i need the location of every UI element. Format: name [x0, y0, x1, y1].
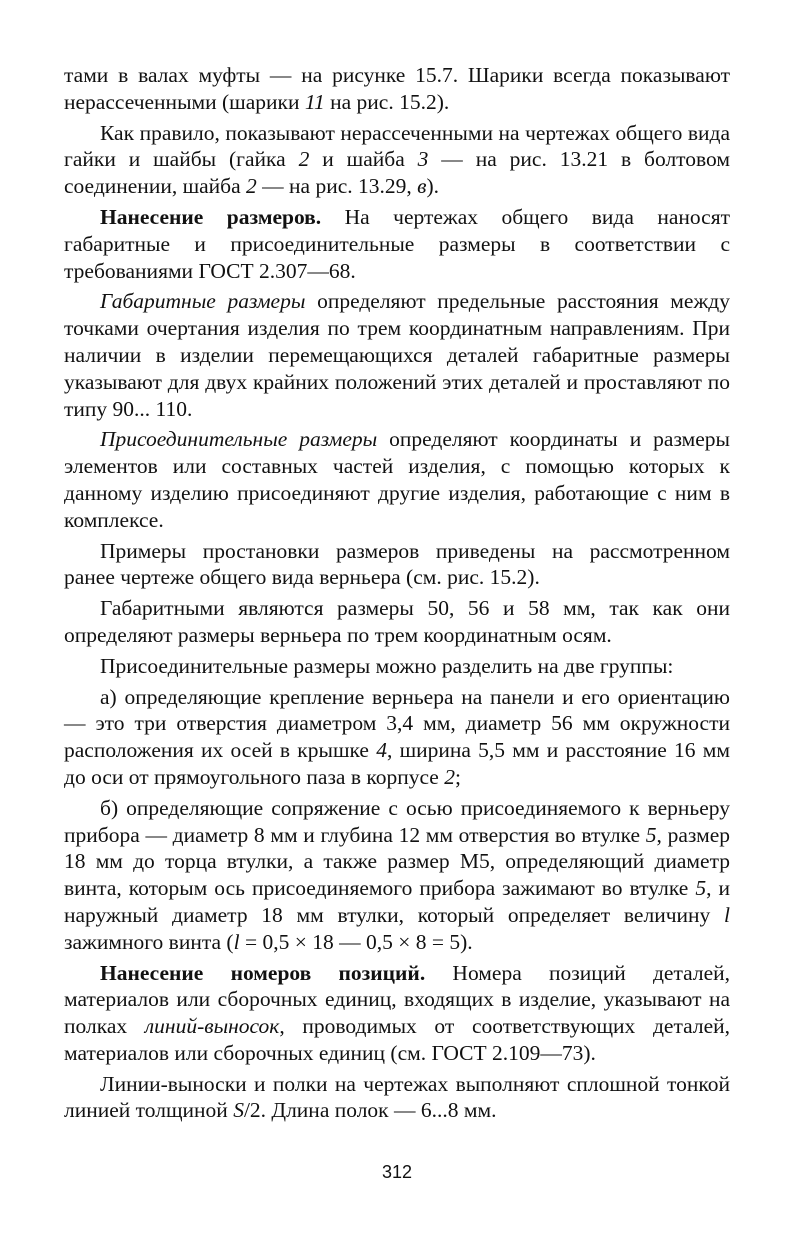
text-run: , размер 18 мм до торца втулки, а также размер М5, определяющий диаметр винта, которым ось присоединяемого прибора зажимают во втулке	[64, 822, 730, 901]
text-run: б) определяющие сопряжение с осью присоединяемого к верньеру прибора — диаметр 8 мм и глубина 12 мм отверстия во втулке	[64, 795, 730, 847]
text-run: ;	[454, 764, 461, 789]
paragraph	[64, 795, 730, 956]
text-run: ).	[426, 174, 440, 199]
text-run: тами в валах муфты — на рисунке 15.7. Шарики всегда показывают нерассеченными (шарики	[64, 63, 730, 114]
text-run: определяют предельные расстояния между точками очертания изделия по трем координатным направлениям. При наличии в изделии перемещающихся деталей габаритные размеры указывают для двух крайних положений этих деталей и проставляют по типу 90... 110.	[64, 289, 730, 421]
italic-run: 3	[417, 147, 429, 172]
paragraph	[64, 426, 730, 533]
page-body	[64, 62, 730, 1128]
italic-run: 2	[298, 147, 310, 172]
text-run: на рис. 15.2).	[324, 89, 450, 114]
text-run: — на рис. 13.29,	[256, 174, 418, 199]
text-run: /2. Длина полок — 6...8 мм.	[243, 1098, 497, 1123]
paragraph	[64, 684, 730, 791]
page-number: 312	[381, 1162, 413, 1182]
text-run: Номера позиций деталей, материалов или сборочных единиц, входящих в изделие, указывают на полках	[64, 960, 731, 1039]
italic-run: S	[233, 1098, 244, 1123]
text-run: а) определяющие крепление верньера на панели и его ориентацию — это три отверстия диаметром 3,4 мм, диаметр 56 мм окружности расположения их осей в крышке	[64, 684, 730, 763]
text-run: Как правило, показывают нерассеченными на чертежах общего вида гайки и шайбы (гайка	[64, 120, 730, 172]
paragraph	[64, 62, 730, 116]
paragraph	[64, 595, 730, 649]
text-run: Примеры простановки размеров приведены на рассмотренном ранее чертеже общего вида верньера (см. рис. 15.2).	[64, 538, 730, 590]
bold-run: Нанесение размеров.	[100, 204, 322, 229]
text-run: Присоединительные размеры можно разделить на две группы:	[100, 653, 674, 678]
paragraph	[64, 204, 730, 284]
italic-run: 4	[376, 738, 387, 763]
italic-run: в	[417, 174, 427, 199]
text-run: определяют координаты и размеры элементов или составных частей изделия, с помощью которых к данному изделию присоединяют другие изделия, работающие с ним в комплексе.	[64, 427, 730, 532]
paragraph	[64, 288, 730, 422]
text-run: зажимного винта (	[64, 929, 234, 954]
italic-run: 11	[304, 89, 325, 114]
italic-run: 5	[695, 876, 707, 901]
paragraph	[64, 1071, 730, 1125]
bold-run: Нанесение номеров позиций.	[100, 960, 426, 985]
paragraph	[64, 538, 730, 592]
text-run: Линии-выноски и полки на чертежах выполняют сплошной тонкой линией толщиной	[64, 1071, 730, 1123]
italic-run: l	[233, 929, 240, 954]
italic-run: линий-выносок	[144, 1014, 280, 1039]
paragraph	[64, 120, 730, 200]
italic-run: 5	[645, 822, 657, 847]
text-run: На чертежах общего вида наносят габаритные и присоединительные размеры в соответствии с требованиями ГОСТ 2.307—68.	[64, 204, 730, 283]
paragraph	[64, 960, 730, 1067]
italic-run: Габаритные размеры	[100, 289, 306, 314]
text-run: , и наружный диаметр 18 мм втулки, который определяет величину	[64, 876, 730, 927]
italic-run: Присоединительные размеры	[100, 427, 378, 452]
text-run: , проводимых от соответствующих деталей, материалов или сборочных единиц (см. ГОСТ 2.109—73).	[64, 1014, 730, 1065]
text-run: и шайба	[309, 147, 418, 172]
text-run: = 0,5 × 18 — 0,5 × 8 = 5).	[239, 929, 473, 954]
italic-run: 2	[246, 174, 257, 199]
text-run: , ширина 5,5 мм и расстояние 16 мм до оси от прямоугольного паза в корпусе	[64, 738, 730, 789]
text-run: — на рис. 13.21 в болтовом соединении, шайба	[64, 147, 730, 199]
italic-run: l	[724, 902, 730, 927]
text-run: Габаритными являются размеры 50, 56 и 58 мм, так как они определяют размеры верньера по трем координатным осям.	[64, 596, 730, 647]
italic-run: 2	[444, 764, 455, 789]
paragraph	[64, 653, 730, 680]
